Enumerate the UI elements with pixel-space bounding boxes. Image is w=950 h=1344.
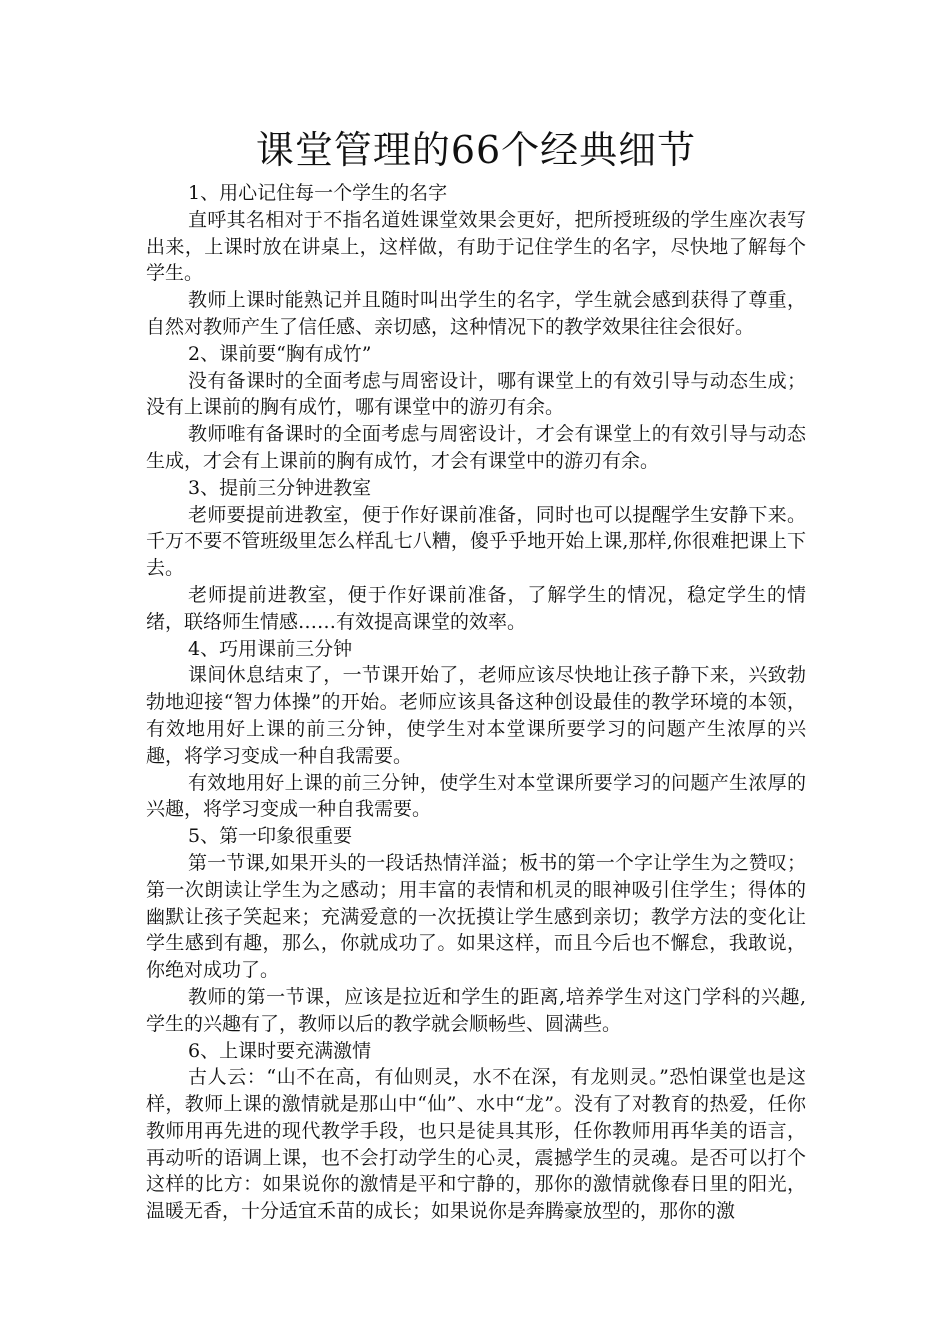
paragraph: 第一节课,如果开头的一段话热情洋溢；板书的第一个字让学生为之赞叹；第一次朗读让学生为之感动；用丰富的表情和机灵的眼神吸引住学生；得体的幽默让孩子笑起来；充满爱意的一次抚摸让学生感到亲切；教学方法的变化让学生感到有趣，那么，你就成功了。如果这样，而且今后也不懈怠，我敢说，你绝对成功了。 <box>146 851 806 982</box>
paragraph: 教师的第一节课，应该是拉近和学生的距离,培养学生对这门学科的兴趣,学生的兴趣有了，教师以后的教学就会顺畅些、圆满些。 <box>146 985 806 1035</box>
section-heading: 2、课前要“胸有成竹” <box>188 342 372 365</box>
section-6 <box>146 1038 806 1226</box>
section-3 <box>146 475 806 636</box>
section-1 <box>146 180 806 341</box>
section-heading: 5、第一印象很重要 <box>188 825 353 848</box>
paragraph: 直呼其名相对于不指名道姓课堂效果会更好，把所授班级的学生座次表写出来，上课时放在讲桌上，这样做，有助于记住学生的名字，尽快地了解每个学生。 <box>146 208 806 285</box>
section-heading: 1、用心记住每一个学生的名字 <box>188 182 448 204</box>
paragraph: 教师上课时能熟记并且随时叫出学生的名字，学生就会感到获得了尊重，自然对教师产生了信任感、亲切感，这种情况下的教学效果往往会很好。 <box>146 289 806 338</box>
section-heading: 4、巧用课前三分钟 <box>188 637 353 660</box>
paragraph: 教师唯有备课时的全面考虑与周密设计，才会有课堂上的有效引导与动态生成，才会有上课前的胸有成竹，才会有课堂中的游刃有余。 <box>146 423 806 472</box>
section-5 <box>146 823 806 1037</box>
paragraph: 没有备课时的全面考虑与周密设计，哪有课堂上的有效引导与动态生成；没有上课前的胸有成竹，哪有课堂中的游刃有余。 <box>146 369 806 419</box>
section-heading: 6、上课时要充满激情 <box>188 1039 372 1062</box>
paragraph: 老师要提前进教室，便于作好课前准备，同时也可以提醒学生安静下来。千万不要不管班级里怎么样乱七八糟，傻乎乎地开始上课,那样,你很难把课上下去。 <box>146 503 806 580</box>
paragraph: 古人云：“山不在高，有仙则灵，水不在深，有龙则灵。”恐怕课堂也是这样，教师上课的激情就是那山中“仙”、水中“龙”。没有了对教育的热爱，任你教师用再先进的现代教学手段，也只是徒具其形，任你教师用再华美的语言，再动听的语调上课，也不会打动学生的心灵，震撼学生的灵魂。是否可以打个这样的比方：如果说你的激情是平和宁静的，那你的激情就像春日里的阳光，温暖无香，十分适宜禾苗的成长；如果说你是奔腾豪放型的，那你的激 <box>146 1066 806 1223</box>
section-2 <box>146 341 806 475</box>
paragraph: 课间休息结束了，一节课开始了，老师应该尽快地让孩子静下来，兴致勃勃地迎接“智力体操”的开始。老师应该具备这种创设最佳的教学环境的本领，有效地用好上课的前三分钟，使学生对本堂课所要学习的问题产生浓厚的兴趣，将学习变成一种自我需要。 <box>146 664 806 767</box>
paragraph: 老师提前进教室，便于作好课前准备，了解学生的情况，稳定学生的情绪，联络师生情感……有效提高课堂的效率。 <box>146 583 806 633</box>
paragraph: 有效地用好上课的前三分钟，使学生对本堂课所要学习的问题产生浓厚的兴趣，将学习变成一种自我需要。 <box>146 771 806 821</box>
document-page <box>146 120 806 1225</box>
document-title: 课堂管理的66个经典细节 <box>255 128 697 172</box>
section-4 <box>146 636 806 824</box>
section-heading: 3、提前三分钟进教室 <box>188 476 372 499</box>
